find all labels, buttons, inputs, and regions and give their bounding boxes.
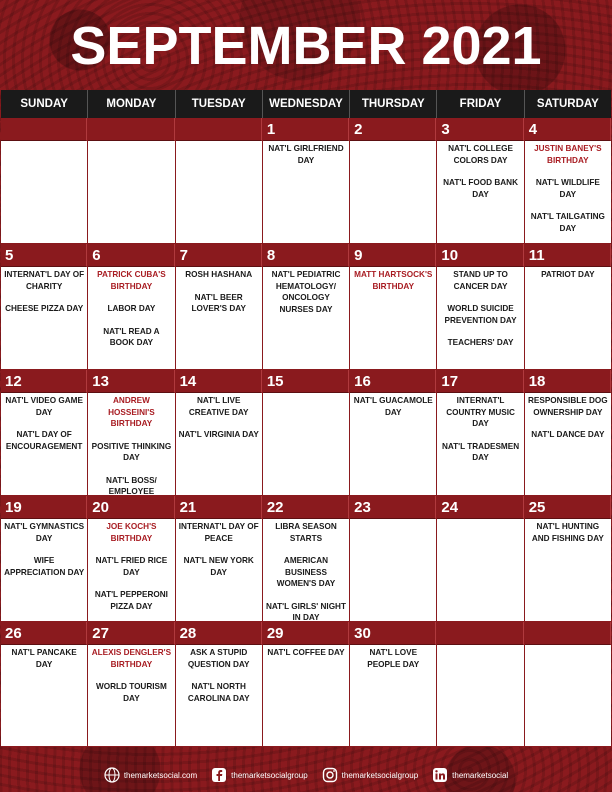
- birthday-event: JOE KOCH'S BIRTHDAY: [106, 522, 157, 543]
- day-number: 19: [1, 496, 87, 519]
- day-number: 22: [263, 496, 349, 519]
- day-number: 28: [176, 622, 262, 645]
- day-events: [1, 141, 87, 145]
- holiday-event: ROSH HASHANA: [185, 270, 253, 279]
- day-cell[interactable]: [176, 244, 263, 370]
- day-events: [525, 141, 611, 244]
- day-events: [525, 393, 611, 454]
- holiday-event: NAT'L LOVE PEOPLE DAY: [367, 648, 420, 669]
- day-number: 2: [350, 118, 436, 141]
- holiday-event: NAT'L VIDEO GAME DAY: [5, 396, 83, 417]
- day-events: [176, 393, 262, 454]
- day-cell[interactable]: [88, 496, 175, 622]
- day-cell[interactable]: [437, 622, 524, 747]
- day-cell[interactable]: [263, 370, 350, 496]
- day-cell[interactable]: [176, 118, 263, 244]
- holiday-event: WORLD TOURISM DAY: [96, 682, 167, 703]
- day-number: [437, 622, 523, 645]
- day-cell[interactable]: [1, 622, 88, 747]
- day-events: [88, 267, 174, 362]
- holiday-event: NAT'L TAILGATING DAY: [530, 212, 605, 233]
- day-number: 14: [176, 370, 262, 393]
- holiday-event: TEACHERS' DAY: [447, 338, 514, 347]
- holiday-event: NAT'L BEER LOVER'S DAY: [191, 292, 246, 313]
- day-cell[interactable]: [1, 244, 88, 370]
- holiday-event: INTERNAT'L DAY OF CHARITY: [4, 270, 85, 291]
- holiday-event: WORLD SUICIDE PREVENTION DAY: [444, 304, 517, 325]
- holiday-event: WIFE APPRECIATION DAY: [4, 556, 85, 577]
- footer-website[interactable]: [104, 767, 197, 783]
- day-number: 7: [176, 244, 262, 267]
- footer-linkedin-label: themarketsocial: [452, 770, 509, 780]
- day-number: 4: [525, 118, 611, 141]
- instagram-icon: [322, 767, 338, 783]
- holiday-event: NAT'L COLLEGE COLORS DAY: [448, 144, 513, 165]
- day-events: [525, 519, 611, 557]
- weekday-friday: FRIDAY: [437, 90, 524, 118]
- holiday-event: NAT'L GIRLS' NIGHT IN DAY: [265, 601, 346, 622]
- day-cell[interactable]: [176, 370, 263, 496]
- day-cell[interactable]: [437, 244, 524, 370]
- page-title: SEPTEMBER 2021: [70, 16, 542, 76]
- day-events: [1, 519, 87, 591]
- day-cell[interactable]: [263, 244, 350, 370]
- day-cell[interactable]: [88, 118, 175, 244]
- linkedin-icon: [432, 767, 448, 783]
- day-events: [176, 645, 262, 717]
- birthday-event: ALEXIS DENGLER'S BIRTHDAY: [91, 648, 172, 669]
- day-number: 20: [88, 496, 174, 519]
- day-cell[interactable]: [88, 244, 175, 370]
- weekday-header: [1, 90, 611, 118]
- calendar-weeks: [1, 118, 611, 747]
- day-events: [350, 645, 436, 683]
- birthday-event: MATT HARTSOCK'S BIRTHDAY: [354, 270, 433, 291]
- holiday-event: NAT'L BOSS/ EMPLOYEE: [106, 475, 157, 496]
- day-number: [525, 622, 611, 645]
- day-cell[interactable]: [263, 118, 350, 244]
- day-number: 9: [350, 244, 436, 267]
- holiday-event: NAT'L LIVE CREATIVE DAY: [188, 396, 249, 417]
- day-number: 15: [263, 370, 349, 393]
- day-cell[interactable]: [350, 118, 437, 244]
- day-cell[interactable]: [350, 370, 437, 496]
- birthday-event: ANDREW HOSSEINI'S BIRTHDAY: [108, 396, 155, 428]
- day-cell[interactable]: [263, 622, 350, 747]
- day-number: 29: [263, 622, 349, 645]
- day-events: [350, 141, 436, 145]
- day-cell[interactable]: [1, 496, 88, 622]
- day-number: 5: [1, 244, 87, 267]
- holiday-event: CHEESE PIZZA DAY: [5, 304, 84, 313]
- day-number: 16: [350, 370, 436, 393]
- holiday-event: INTERNAT'L COUNTRY MUSIC DAY: [446, 396, 515, 428]
- day-cell[interactable]: [263, 496, 350, 622]
- holiday-event: STAND UP TO CANCER DAY: [453, 270, 508, 291]
- weekday-wednesday: WEDNESDAY: [263, 90, 350, 118]
- day-number: 23: [350, 496, 436, 519]
- day-cell[interactable]: [1, 370, 88, 496]
- holiday-event: NAT'L HUNTING AND FISHING DAY: [531, 522, 604, 543]
- holiday-event: NAT'L TRADESMEN DAY: [441, 441, 520, 462]
- day-events: [437, 645, 523, 649]
- day-cell[interactable]: [525, 244, 611, 370]
- day-number: 1: [263, 118, 349, 141]
- day-events: [350, 519, 436, 523]
- day-cell[interactable]: [437, 370, 524, 496]
- weekday-saturday: SATURDAY: [536, 98, 599, 110]
- holiday-event: NAT'L READ A BOOK DAY: [103, 326, 160, 347]
- footer-social: [0, 762, 612, 788]
- day-number: 6: [88, 244, 174, 267]
- holiday-event: NAT'L PEPPERONI PIZZA DAY: [94, 590, 168, 611]
- calendar-week: [1, 118, 611, 244]
- calendar-week: [1, 370, 611, 496]
- day-events: [1, 393, 87, 465]
- facebook-icon: [211, 767, 227, 783]
- day-cell[interactable]: [176, 496, 263, 622]
- footer-website-label: themarketsocial.com: [123, 770, 198, 780]
- holiday-event: INTERNAT'L DAY OF PEACE: [178, 522, 259, 543]
- weekday-thursday: THURSDAY: [350, 90, 437, 118]
- day-number: [1, 118, 87, 141]
- day-cell[interactable]: [1, 118, 88, 244]
- day-number: [88, 118, 174, 141]
- day-events: [263, 141, 349, 179]
- day-cell[interactable]: [176, 622, 263, 747]
- day-events: [263, 519, 349, 622]
- day-events: [88, 519, 174, 622]
- day-number: 8: [263, 244, 349, 267]
- day-events: [263, 267, 349, 328]
- weekday-tuesday: TUESDAY: [176, 90, 263, 118]
- holiday-event: NAT'L FOOD BANK DAY: [443, 178, 518, 199]
- birthday-event: PATRICK CUBA'S BIRTHDAY: [97, 270, 166, 291]
- day-number: 18: [525, 370, 611, 393]
- day-number: 17: [437, 370, 523, 393]
- day-events: [176, 141, 262, 145]
- holiday-event: LABOR DAY: [107, 304, 156, 313]
- day-cell[interactable]: [88, 370, 175, 496]
- day-number: 12: [1, 370, 87, 393]
- birthday-event: JUSTIN BANEY'S BIRTHDAY: [534, 144, 602, 165]
- day-events: [263, 645, 349, 672]
- holiday-event: NAT'L PANCAKE DAY: [11, 648, 77, 669]
- holiday-event: LIBRA SEASON STARTS: [275, 522, 337, 543]
- holiday-event: NAT'L FRIED RICE DAY: [95, 556, 168, 577]
- day-events: [88, 645, 174, 717]
- day-number: 27: [88, 622, 174, 645]
- day-cell[interactable]: [350, 244, 437, 370]
- day-events: [263, 393, 349, 397]
- day-cell[interactable]: [88, 622, 175, 747]
- calendar-week: [1, 244, 611, 370]
- day-events: [437, 267, 523, 362]
- holiday-event: NAT'L NORTH CAROLINA DAY: [187, 682, 250, 703]
- day-events: [525, 645, 611, 649]
- day-events: [176, 267, 262, 328]
- holiday-event: NAT'L DANCE DAY: [531, 430, 605, 439]
- day-events: [88, 141, 174, 145]
- holiday-event: NAT'L DAY OF ENCOURAGEMENT: [5, 430, 83, 451]
- day-number: 30: [350, 622, 436, 645]
- day-events: [525, 267, 611, 294]
- calendar-grid: [1, 90, 611, 747]
- day-number: 3: [437, 118, 523, 141]
- holiday-event: NAT'L NEW YORK DAY: [183, 556, 254, 577]
- footer-instagram-label: themarketsocialgroup: [341, 770, 419, 780]
- day-events: [88, 393, 174, 496]
- day-cell[interactable]: [525, 496, 611, 622]
- day-number: 21: [176, 496, 262, 519]
- holiday-event: POSITIVE THINKING DAY: [91, 441, 172, 462]
- day-cell[interactable]: [350, 496, 437, 622]
- day-number: 13: [88, 370, 174, 393]
- weekday-monday: MONDAY: [88, 90, 175, 118]
- calendar-week: [1, 622, 611, 747]
- day-number: 24: [437, 496, 523, 519]
- day-events: [1, 645, 87, 683]
- day-number: 25: [525, 496, 611, 519]
- holiday-event: PATRIOT DAY: [541, 270, 595, 279]
- day-cell[interactable]: [525, 118, 611, 244]
- holiday-event: NAT'L PEDIATRIC HEMATOLOGY/ ONCOLOGY NURSES DAY: [271, 270, 341, 314]
- day-number: [176, 118, 262, 141]
- footer-linkedin[interactable]: [432, 767, 508, 783]
- day-events: [350, 393, 436, 431]
- weekday-sunday: SUNDAY: [1, 90, 88, 118]
- day-number: 26: [1, 622, 87, 645]
- day-events: [350, 267, 436, 305]
- footer-instagram[interactable]: [322, 767, 418, 783]
- day-number: 11: [525, 244, 611, 267]
- day-events: [1, 267, 87, 328]
- day-events: [437, 393, 523, 477]
- day-events: [437, 519, 523, 523]
- calendar-week: [1, 496, 611, 622]
- holiday-event: NAT'L WILDLIFE DAY: [535, 178, 600, 199]
- footer-facebook[interactable]: [211, 767, 307, 783]
- footer-facebook-label: themarketsocialgroup: [231, 770, 308, 780]
- day-cell[interactable]: [437, 118, 524, 244]
- holiday-event: NAT'L GUACAMOLE DAY: [353, 396, 433, 417]
- day-number: 10: [437, 244, 523, 267]
- day-events: [437, 141, 523, 213]
- day-cell[interactable]: [525, 622, 611, 747]
- holiday-event: NAT'L COFFEE DAY: [267, 648, 345, 657]
- holiday-event: NAT'L GYMNASTICS DAY: [4, 522, 85, 543]
- day-cell[interactable]: [525, 370, 611, 496]
- holiday-event: ASK A STUPID QUESTION DAY: [187, 648, 250, 669]
- holiday-event: NAT'L VIRGINIA DAY: [178, 430, 259, 439]
- holiday-event: RESPONSIBLE DOG OWNERSHIP DAY: [528, 396, 608, 417]
- holiday-event: AMERICAN BUSINESS WOMEN'S DAY: [276, 556, 336, 588]
- globe-icon: [104, 767, 120, 783]
- holiday-event: NAT'L GIRLFRIEND DAY: [268, 144, 344, 165]
- day-events: [176, 519, 262, 591]
- day-cell[interactable]: [437, 496, 524, 622]
- day-cell[interactable]: [350, 622, 437, 747]
